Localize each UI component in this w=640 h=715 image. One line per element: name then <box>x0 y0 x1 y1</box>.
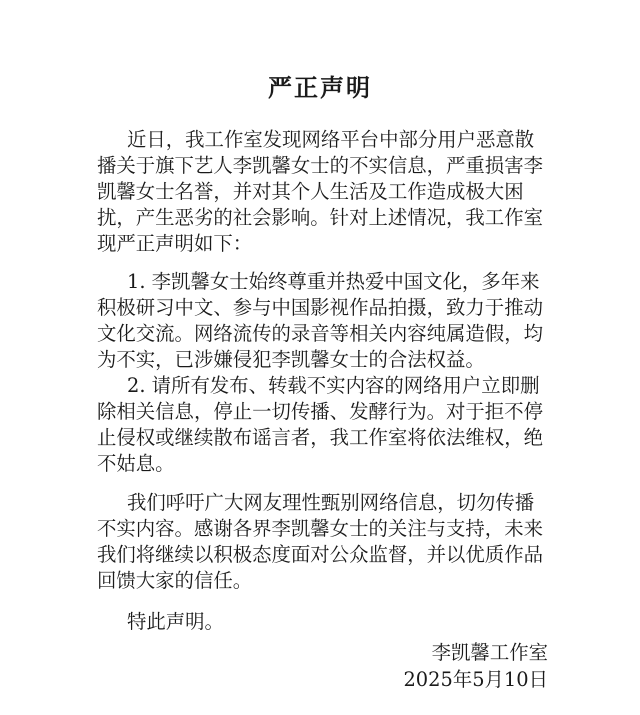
item2-line-1: 2. 请所有发布、转载不实内容的网络用户立即删 <box>127 374 540 397</box>
item1-line-4: 为不实，已涉嫌侵犯李凯馨女士的合法权益。 <box>97 348 485 371</box>
paragraph1-line-3: 凯馨女士名誉，并对其个人生活及工作造成极大困 <box>97 180 524 203</box>
signature-name: 李凯馨工作室 <box>431 641 548 664</box>
paragraph2-line-1: 我们呼吁广大网友理性甄别网络信息，切勿传播 <box>127 491 535 514</box>
closing-line: 特此声明。 <box>127 610 224 633</box>
item2-line-3: 止侵权或继续散布谣言者，我工作室将依法维权，绝 <box>97 426 543 449</box>
item1-line-3: 文化交流。网络流传的录音等相关内容纯属造假，均 <box>97 322 543 345</box>
statement-title: 严正声明 <box>268 73 372 102</box>
paragraph1-line-2: 播关于旗下艺人李凯馨女士的不实信息，严重损害李 <box>97 154 543 177</box>
paragraph2-line-3: 我们将继续以积极态度面对公众监督，并以优质作品 <box>97 543 543 566</box>
paragraph2-line-4: 回馈大家的信任。 <box>97 569 253 592</box>
paragraph1-line-5: 现严正声明如下： <box>97 232 253 255</box>
paragraph2-line-2: 不实内容。感谢各界李凯馨女士的关注与支持，未来 <box>97 517 543 540</box>
paragraph1-line-4: 扰，产生恶劣的社会影响。针对上述情况，我工作室 <box>97 206 543 229</box>
paragraph1-line-1: 近日，我工作室发现网络平台中部分用户恶意散 <box>127 128 535 151</box>
item2-line-2: 除相关信息，停止一切传播、发酵行为。对于拒不停 <box>97 400 543 423</box>
signature-date: 2025年5月10日 <box>403 668 548 691</box>
item2-line-4: 不姑息。 <box>97 452 175 475</box>
item1-line-1: 1. 李凯馨女士始终尊重并热爱中国文化，多年来 <box>127 270 540 293</box>
item1-line-2: 积极研习中文、参与中国影视作品拍摄，致力于推动 <box>97 296 543 319</box>
